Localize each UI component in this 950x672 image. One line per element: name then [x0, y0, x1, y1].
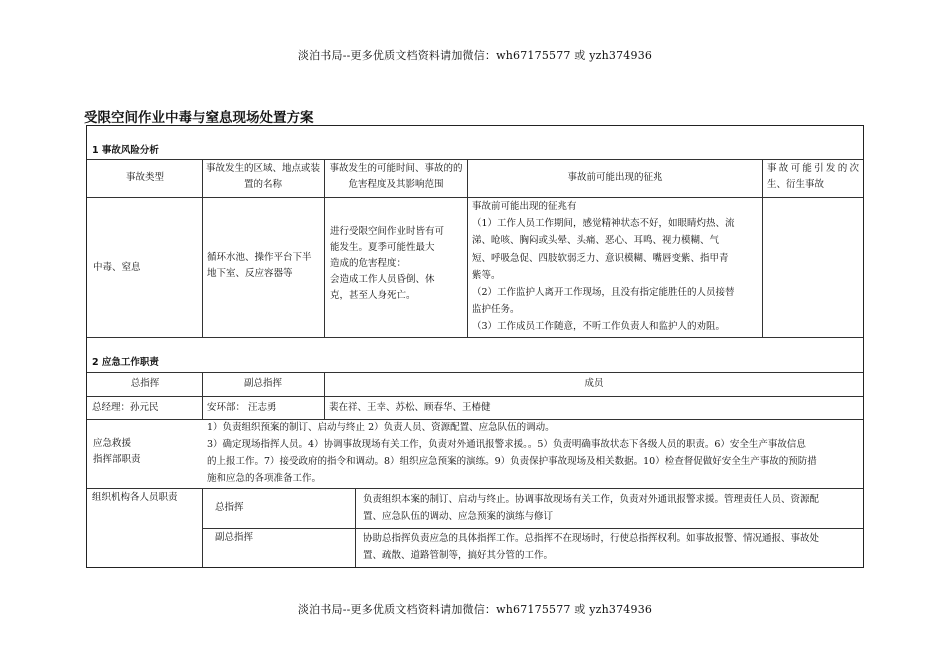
accident-type: 中毒、窒息: [93, 262, 141, 273]
page-title: 受限空间作业中毒与窒息现场处置方案: [84, 110, 314, 126]
text-line: 涕、呛咳、胸闷或头晕、头痛、恶心、耳鸣、视力模糊、气: [472, 235, 720, 247]
text-line: 3）确定现场指挥人员。4）协调事故现场有关工作，负责对外通讯报警求援。。5）负责明确事故状态下各级人员的职责。6）安全生产事故信息: [207, 439, 806, 450]
col-header-signs: 事故前可能出现的征兆: [567, 172, 663, 183]
accident-time-harm: [330, 224, 464, 304]
text-line: 克，甚至人身死亡。: [330, 290, 416, 301]
text-line: 事故前可能出现的征兆有: [472, 201, 577, 212]
text-line: 施和应急的各项准备工作。: [207, 473, 322, 484]
divider: [202, 489, 203, 567]
plan-table: [86, 125, 864, 568]
divider: [202, 373, 203, 419]
divider: [202, 528, 863, 529]
text-line: 置、疏散、道路管制等，搞好其分管的工作。: [363, 550, 554, 561]
text-line: 协助总指挥负责应急的具体指挥工作。总指挥不在现场时，行使总指挥权利。如事故报警、情况通报、事故处: [363, 533, 820, 544]
text-line: （1）工作人员工作期间，感觉精神状态不好，如眼睛灼热、流: [472, 218, 735, 230]
divider: [762, 160, 763, 337]
page-footer: 淡泊书局--更多优质文档资料请加微信：wh67175577 或 yzh374936: [297, 603, 653, 616]
text-line: 指挥部职责: [93, 454, 141, 465]
accident-signs: [472, 198, 762, 336]
text-line: 置、应急队伍的调动、应急预案的演练与修订: [363, 511, 554, 522]
divider: [87, 488, 863, 489]
accident-location: 循环水池、操作平台下半地下室、反应容器等: [207, 252, 312, 279]
divider: [324, 373, 325, 419]
col-header-deputy: 副总指挥: [243, 378, 282, 389]
text-line: 的上报工作。7）接受政府的指令和调动。8）组织应急预案的演练。9）负责保护事故现场及相关数据。10）检查督促做好安全生产事故的预防措: [207, 456, 817, 467]
deputy-name: 安环部： 汪志勇: [207, 402, 277, 413]
text-line: 1）负责组织预案的制订、启动与终止 2）负责人员、资源配置、应急队伍的调动。: [207, 422, 555, 433]
text-line: 进行受限空间作业时皆有可: [330, 226, 445, 237]
members-list: 裴在祥、王幸、苏松、顾春华、王椿健: [329, 402, 491, 413]
text-line: 造成的危害程度：: [330, 258, 407, 269]
org-label: 组织机构各人员职责: [92, 492, 178, 503]
col-header-time-harm: 事故发生的可能时间、事故的的危害程度及其影响范围: [329, 163, 463, 190]
text-line: 会造成工作人员昏倒、休: [330, 274, 435, 285]
divider: [467, 160, 468, 337]
text-line: 短、呼吸急促、四肢软弱乏力、意识模糊、嘴唇变紫、指甲青: [472, 252, 729, 264]
col-header-commander: 总指挥: [130, 378, 160, 389]
text-line: 应急救援: [93, 438, 132, 449]
divider: [87, 337, 863, 338]
divider: [87, 159, 863, 160]
hq-duties: [207, 419, 859, 487]
text-line: （2）工作监护人离开工作现场，且没有指定能胜任的人员接替: [472, 287, 735, 299]
divider: [202, 160, 203, 337]
divider: [87, 396, 863, 397]
col-header-type: 事故类型: [125, 172, 164, 183]
text-line: （3）工作成员工作随意，不听工作负责人和监护人的劝阻。: [472, 321, 726, 333]
text-line: 负责组织本案的制订、启动与终止。协调事故现场有关工作，负责对外通讯报警求援。管理责任人员、资源配: [363, 494, 820, 505]
role-deputy-duty: [363, 530, 861, 564]
col-header-location: 事故发生的区域、地点或装置的名称: [205, 163, 320, 190]
text-line: 能发生。夏季可能性最大: [330, 242, 435, 253]
divider: [355, 489, 356, 567]
section1-heading: 1 事故风险分析: [92, 145, 159, 156]
role-deputy: 副总指挥: [215, 532, 254, 543]
col-header-secondary: 事故可能引发的次生、衍生事故: [767, 163, 859, 190]
role-commander: 总指挥: [215, 502, 244, 513]
text-line: 紫等。: [472, 269, 501, 281]
commander-name: 总经理：孙元民: [92, 402, 159, 413]
divider: [324, 160, 325, 337]
role-commander-duty: [363, 491, 861, 525]
divider: [87, 372, 863, 373]
hq-label: [93, 436, 141, 468]
section2-heading: 2 应急工作职责: [92, 357, 159, 368]
col-header-members: 成员: [584, 378, 604, 389]
text-line: 监护任务。: [472, 304, 520, 316]
page-header: 淡泊书局--更多优质文档资料请加微信：wh67175577 或 yzh374936: [297, 49, 653, 62]
